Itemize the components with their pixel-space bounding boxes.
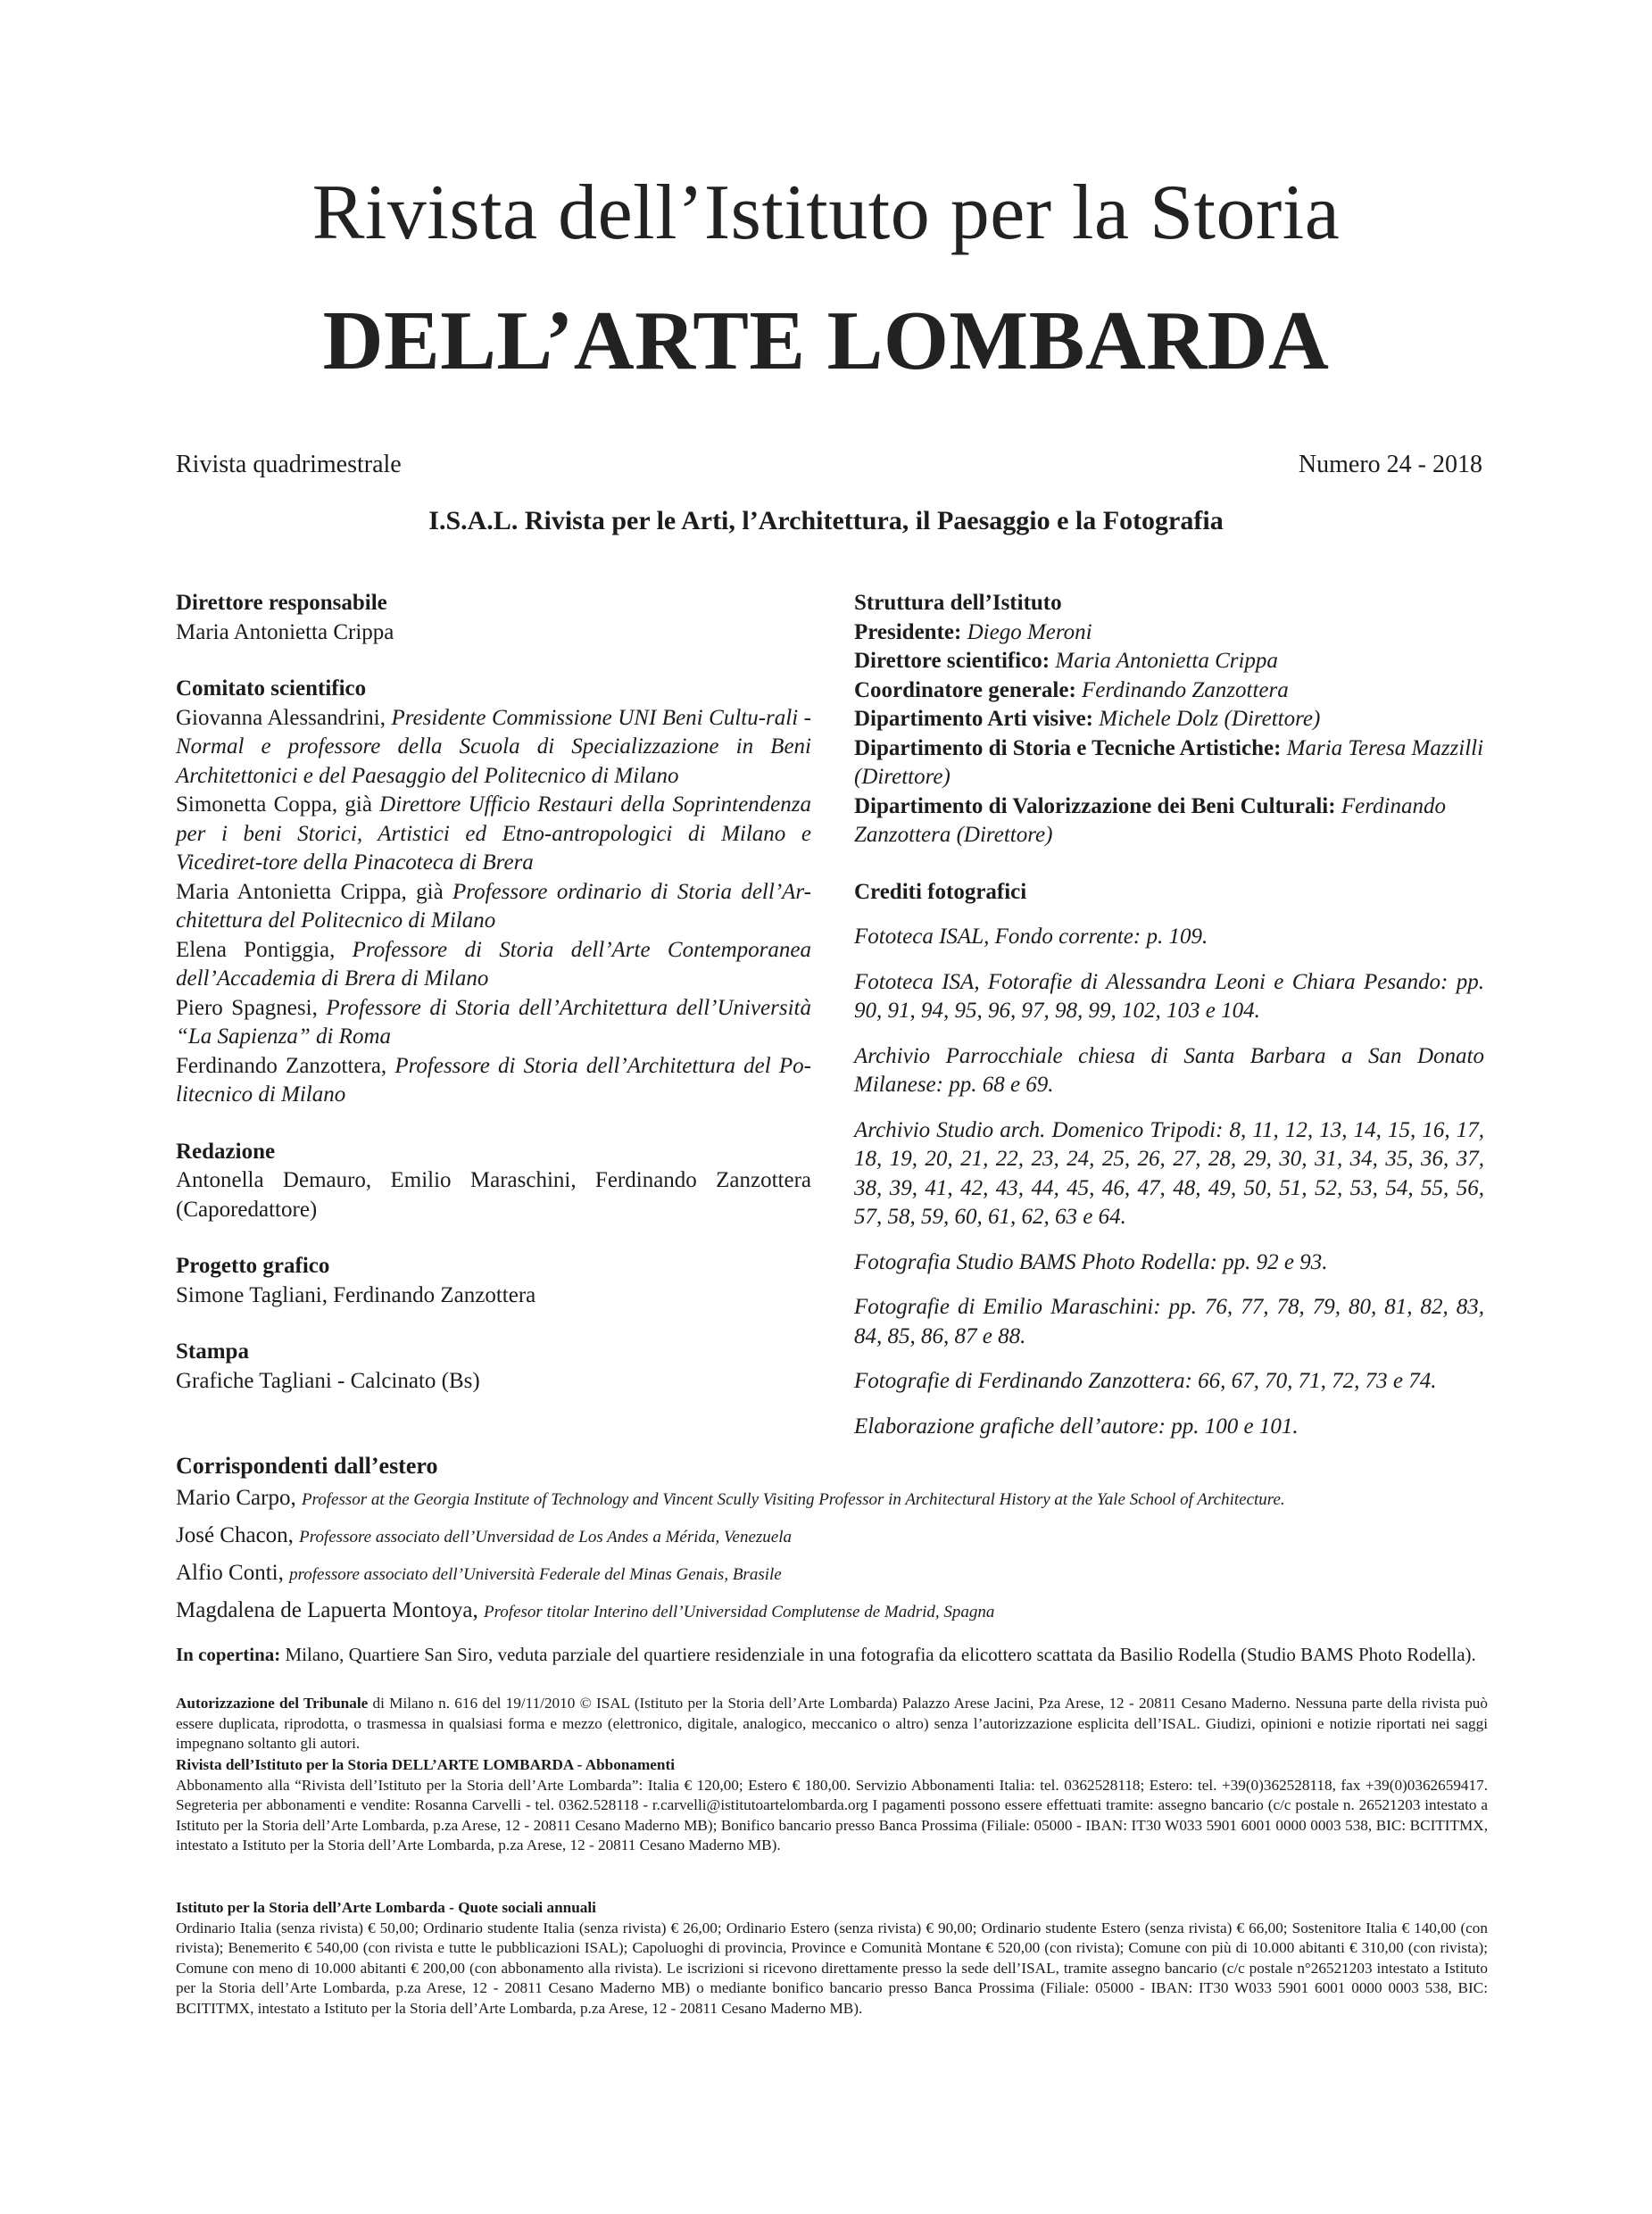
structure-row: Dipartimento di Valorizzazione dei Beni Culturali: Ferdinando Zanzottera (Direttore) bbox=[854, 793, 1446, 847]
photo-credit: Archivio Parrocchiale chiesa di Santa Barbara a San Donato Milanese: pp. 68 e 69. bbox=[854, 1043, 1484, 1097]
periodicity: Rivista quadrimestrale bbox=[176, 451, 402, 478]
journal-title-main: DELL’ARTE LOMBARDA bbox=[322, 294, 1330, 387]
correspondent: Alfio Conti, professore associato dell’Università Federale del Minas Genais, Brasile bbox=[176, 1561, 782, 1585]
photo-credit: Fototeca ISA, Fotorafie di Alessandra Leoni e Chiara Pesando: pp. 90, 91, 94, 95, 96, 97, 98, 99, 102, 103 e 104. bbox=[854, 969, 1484, 1023]
section-editor bbox=[176, 589, 811, 647]
committee-member: Ferdinando Zanzottera, Professore di Storia dell’Architettura del Po-litecnico di Milano bbox=[176, 1053, 811, 1107]
correspondent: Magdalena de Lapuerta Montoya, Profesor titolar Interino dell’Universidad Complutense de Madrid, Spagna bbox=[176, 1598, 995, 1622]
section-scientific-committee bbox=[176, 675, 811, 1110]
section-heading: Stampa bbox=[176, 1339, 249, 1364]
section-institute-structure bbox=[854, 589, 1484, 850]
section-printing bbox=[176, 1338, 811, 1396]
correspondent: Mario Carpo, Professor at the Georgia Institute of Technology and Vincent Scully Visiting Professor in Architectural History at the Yale School of Architecture. bbox=[176, 1486, 1285, 1510]
photo-credit: Fotografie di Emilio Maraschini: pp. 76, 77, 78, 79, 80, 81, 82, 83, 84, 85, 86, 87 e 88. bbox=[854, 1295, 1484, 1348]
editor-name: Maria Antonietta Crippa bbox=[176, 619, 394, 644]
issue-number: Numero 24 - 2018 bbox=[1298, 451, 1482, 478]
photo-credit: Elaborazione grafiche dell’autore: pp. 100 e 101. bbox=[854, 1414, 1299, 1439]
subscriptions-text: Abbonamento alla “Rivista dell’Istituto per la Storia dell’Arte Lombarda”: Italia € 120,00; Estero € 180,00. Servizio Abbonamenti Italia: tel. 0362528118; Estero: tel. +39(0)362528118, fax +39(0)0362659417. Segreteria per abbonamenti e vendite: Rosanna Carvelli - tel. 0362.528118 - r.carvelli@istitutoartelombarda.org I pagamenti possono essere effettuati tramite: assegno bancario (c/c postale n. 26521203 intestato a Istituto per la Storia dell’Arte Lombarda, p.za Arese, 12 - 20811 Cesano Maderno MB); Bonifico bancario presso Banca Prossima (Filiale: 05000 - IBAN: IT30 W033 5901 6001 0000 0003 538, BIC: BCITITMX, intestato a Istituto per la Storia dell’Arte Lombarda, p.za Arese, 12 - 20811 Cesano Maderno MB). bbox=[176, 1776, 1488, 1854]
committee-member: Maria Antonietta Crippa, già Professore ordinario di Storia dell’Ar-chitettura del Politecnico di Milano bbox=[176, 879, 811, 933]
section-editorial-staff bbox=[176, 1138, 811, 1225]
graphic-design-names: Simone Tagliani, Ferdinando Zanzottera bbox=[176, 1282, 536, 1307]
section-heading: Crediti fotografici bbox=[854, 879, 1027, 904]
subscriptions-heading: Rivista dell’Istituto per la Storia DELL’ARTE LOMBARDA - Abbonamenti bbox=[176, 1756, 675, 1773]
legal-notice: Autorizzazione del Tribunale di Milano n. 616 del 19/11/2010 © ISAL (Istituto per la Storia dell’Arte Lombarda) Palazzo Arese Jacini, Pza Arese, 12 - 20811 Cesano Maderno. Nessuna parte della rivista può essere duplicata, riprodotta, o trasmessa in qualsiasi forma e mezzo (elettronico, digitale, analogico, meccanico o altro) senza l’autorizzazione esplicita dell’ISAL. Giudizi, opinioni e notizie riportati nei saggi impegnano soltanto gli autori. bbox=[176, 1695, 1488, 1753]
photo-credit: Fotografia Studio BAMS Photo Rodella: pp. 92 e 93. bbox=[854, 1249, 1328, 1274]
committee-member: Simonetta Coppa, già Direttore Ufficio Restauri della Soprintendenza per i beni Storici, Artistici ed Etno-antropologici di Milano e Vicediret-tore della Pinacoteca di Brera bbox=[176, 792, 811, 875]
printer-name: Grafiche Tagliani - Calcinato (Bs) bbox=[176, 1368, 480, 1393]
section-foreign-correspondents bbox=[176, 1453, 1488, 1633]
section-heading: Struttura dell’Istituto bbox=[854, 591, 1062, 615]
structure-row: Coordinatore generale: Ferdinando Zanzottera bbox=[854, 677, 1289, 702]
structure-row: Presidente: Diego Meroni bbox=[854, 619, 1092, 644]
journal-subtitle: I.S.A.L. Rivista per le Arti, l’Architettura, il Paesaggio e la Fotografia bbox=[428, 506, 1224, 535]
membership-fees-info bbox=[176, 1898, 1488, 2019]
section-graphic-design bbox=[176, 1252, 811, 1310]
structure-row: Dipartimento di Storia e Tecniche Artistiche: Maria Teresa Mazzilli (Direttore) bbox=[854, 735, 1484, 789]
membership-fees-text: Ordinario Italia (senza rivista) € 50,00; Ordinario studente Italia (senza rivista) € 26,00; Ordinario Estero (senza rivista) € 90,00; Ordinario studente Estero (senza rivista) € 66,00; Sostenitore Italia € 140,00 (con rivista); Benemerito € 540,00 (con rivista e tutte le pubblicazioni ISAL); Capoluoghi di provincia, Province e Comunità Montane € 520,00 (con rivista); Comune con più di 10.000 abitanti € 310,00 (con rivista); Comune con meno di 10.000 abitanti € 200,00 (con abbonamento alla rivista). Le iscrizioni si ricevono direttamente presso la sede dell’ISAL, tramite assegno bancario (c/c postale n°26521203 intestato a Istituto per la Storia dell’Arte Lombarda, p.za Arese, 12 - 20811 Cesano Maderno MB) o mediante bonifico bancario presso Banca Prossima (Filiale: 05000 - IBAN: IT30 W033 5901 6001 0000 0003 538, BIC: BCITITMX, intestato a Istituto per la Storia dell’Arte Lombarda, p.za Arese, 12 - 20811 Cesano Maderno MB). bbox=[176, 1919, 1488, 2017]
subscriptions-info bbox=[176, 1755, 1488, 1856]
membership-fees-heading: Istituto per la Storia dell’Arte Lombarda - Quote sociali annuali bbox=[176, 1899, 596, 1916]
masthead-right-column bbox=[854, 589, 1484, 1457]
editorial-staff-names: Antonella Demauro, Emilio Maraschini, Ferdinando Zanzottera (Caporedattore) bbox=[176, 1168, 811, 1222]
committee-member: Giovanna Alessandrini, Presidente Commissione UNI Beni Cultu-rali - Normal e professore della Scuola di Specializzazione in Beni Architettonici e del Paesaggio del Politecnico di Milano bbox=[176, 705, 811, 788]
photo-credit: Fototeca ISAL, Fondo corrente: p. 109. bbox=[854, 925, 1208, 949]
section-heading: Progetto grafico bbox=[176, 1254, 330, 1278]
journal-title: Rivista dell’Istituto per la Storia bbox=[311, 170, 1341, 256]
section-heading: Redazione bbox=[176, 1139, 276, 1164]
section-heading: Comitato scientifico bbox=[176, 676, 367, 701]
masthead-left-column bbox=[176, 589, 811, 1423]
section-heading: Corrispondenti dall’estero bbox=[176, 1453, 438, 1479]
committee-member: Piero Spagnesi, Professore di Storia dell’Architettura dell’Università “La Sapienza” di Roma bbox=[176, 995, 812, 1049]
section-heading: Direttore responsabile bbox=[176, 591, 387, 615]
correspondent: José Chacon, Professore associato dell’Unversidad de Los Andes a Mérida, Venezuela bbox=[176, 1523, 792, 1547]
cover-caption: In copertina: Milano, Quartiere San Siro, veduta parziale del quartiere residenziale in una fotografia da elicottero scattata da Basilio Rodella (Studio BAMS Photo Rodella). bbox=[176, 1644, 1476, 1665]
photo-credit: Fotografie di Ferdinando Zanzottera: 66, 67, 70, 71, 72, 73 e 74. bbox=[854, 1369, 1437, 1393]
photo-credit: Archivio Studio arch. Domenico Tripodi: 8, 11, 12, 13, 14, 15, 16, 17, 18, 19, 20, 21, 22, 23, 24, 25, 26, 27, 28, 29, 30, 31, 34, 35, 36, 37, 38, 39, 41, 42, 43, 44, 45, 46, 47, 48, 49, 50, 51, 52, 53, 54, 55, 56, 57, 58, 59, 60, 61, 62, 63 e 64. bbox=[854, 1117, 1484, 1229]
committee-member: Elena Pontiggia, Professore di Storia dell’Arte Contemporanea dell’Accademia di Brera di Milano bbox=[176, 937, 811, 991]
section-photo-credits bbox=[854, 878, 1484, 1442]
structure-row: Direttore scientifico: Maria Antonietta Crippa bbox=[854, 649, 1278, 673]
structure-row: Dipartimento Arti visive: Michele Dolz (Direttore) bbox=[854, 707, 1321, 731]
